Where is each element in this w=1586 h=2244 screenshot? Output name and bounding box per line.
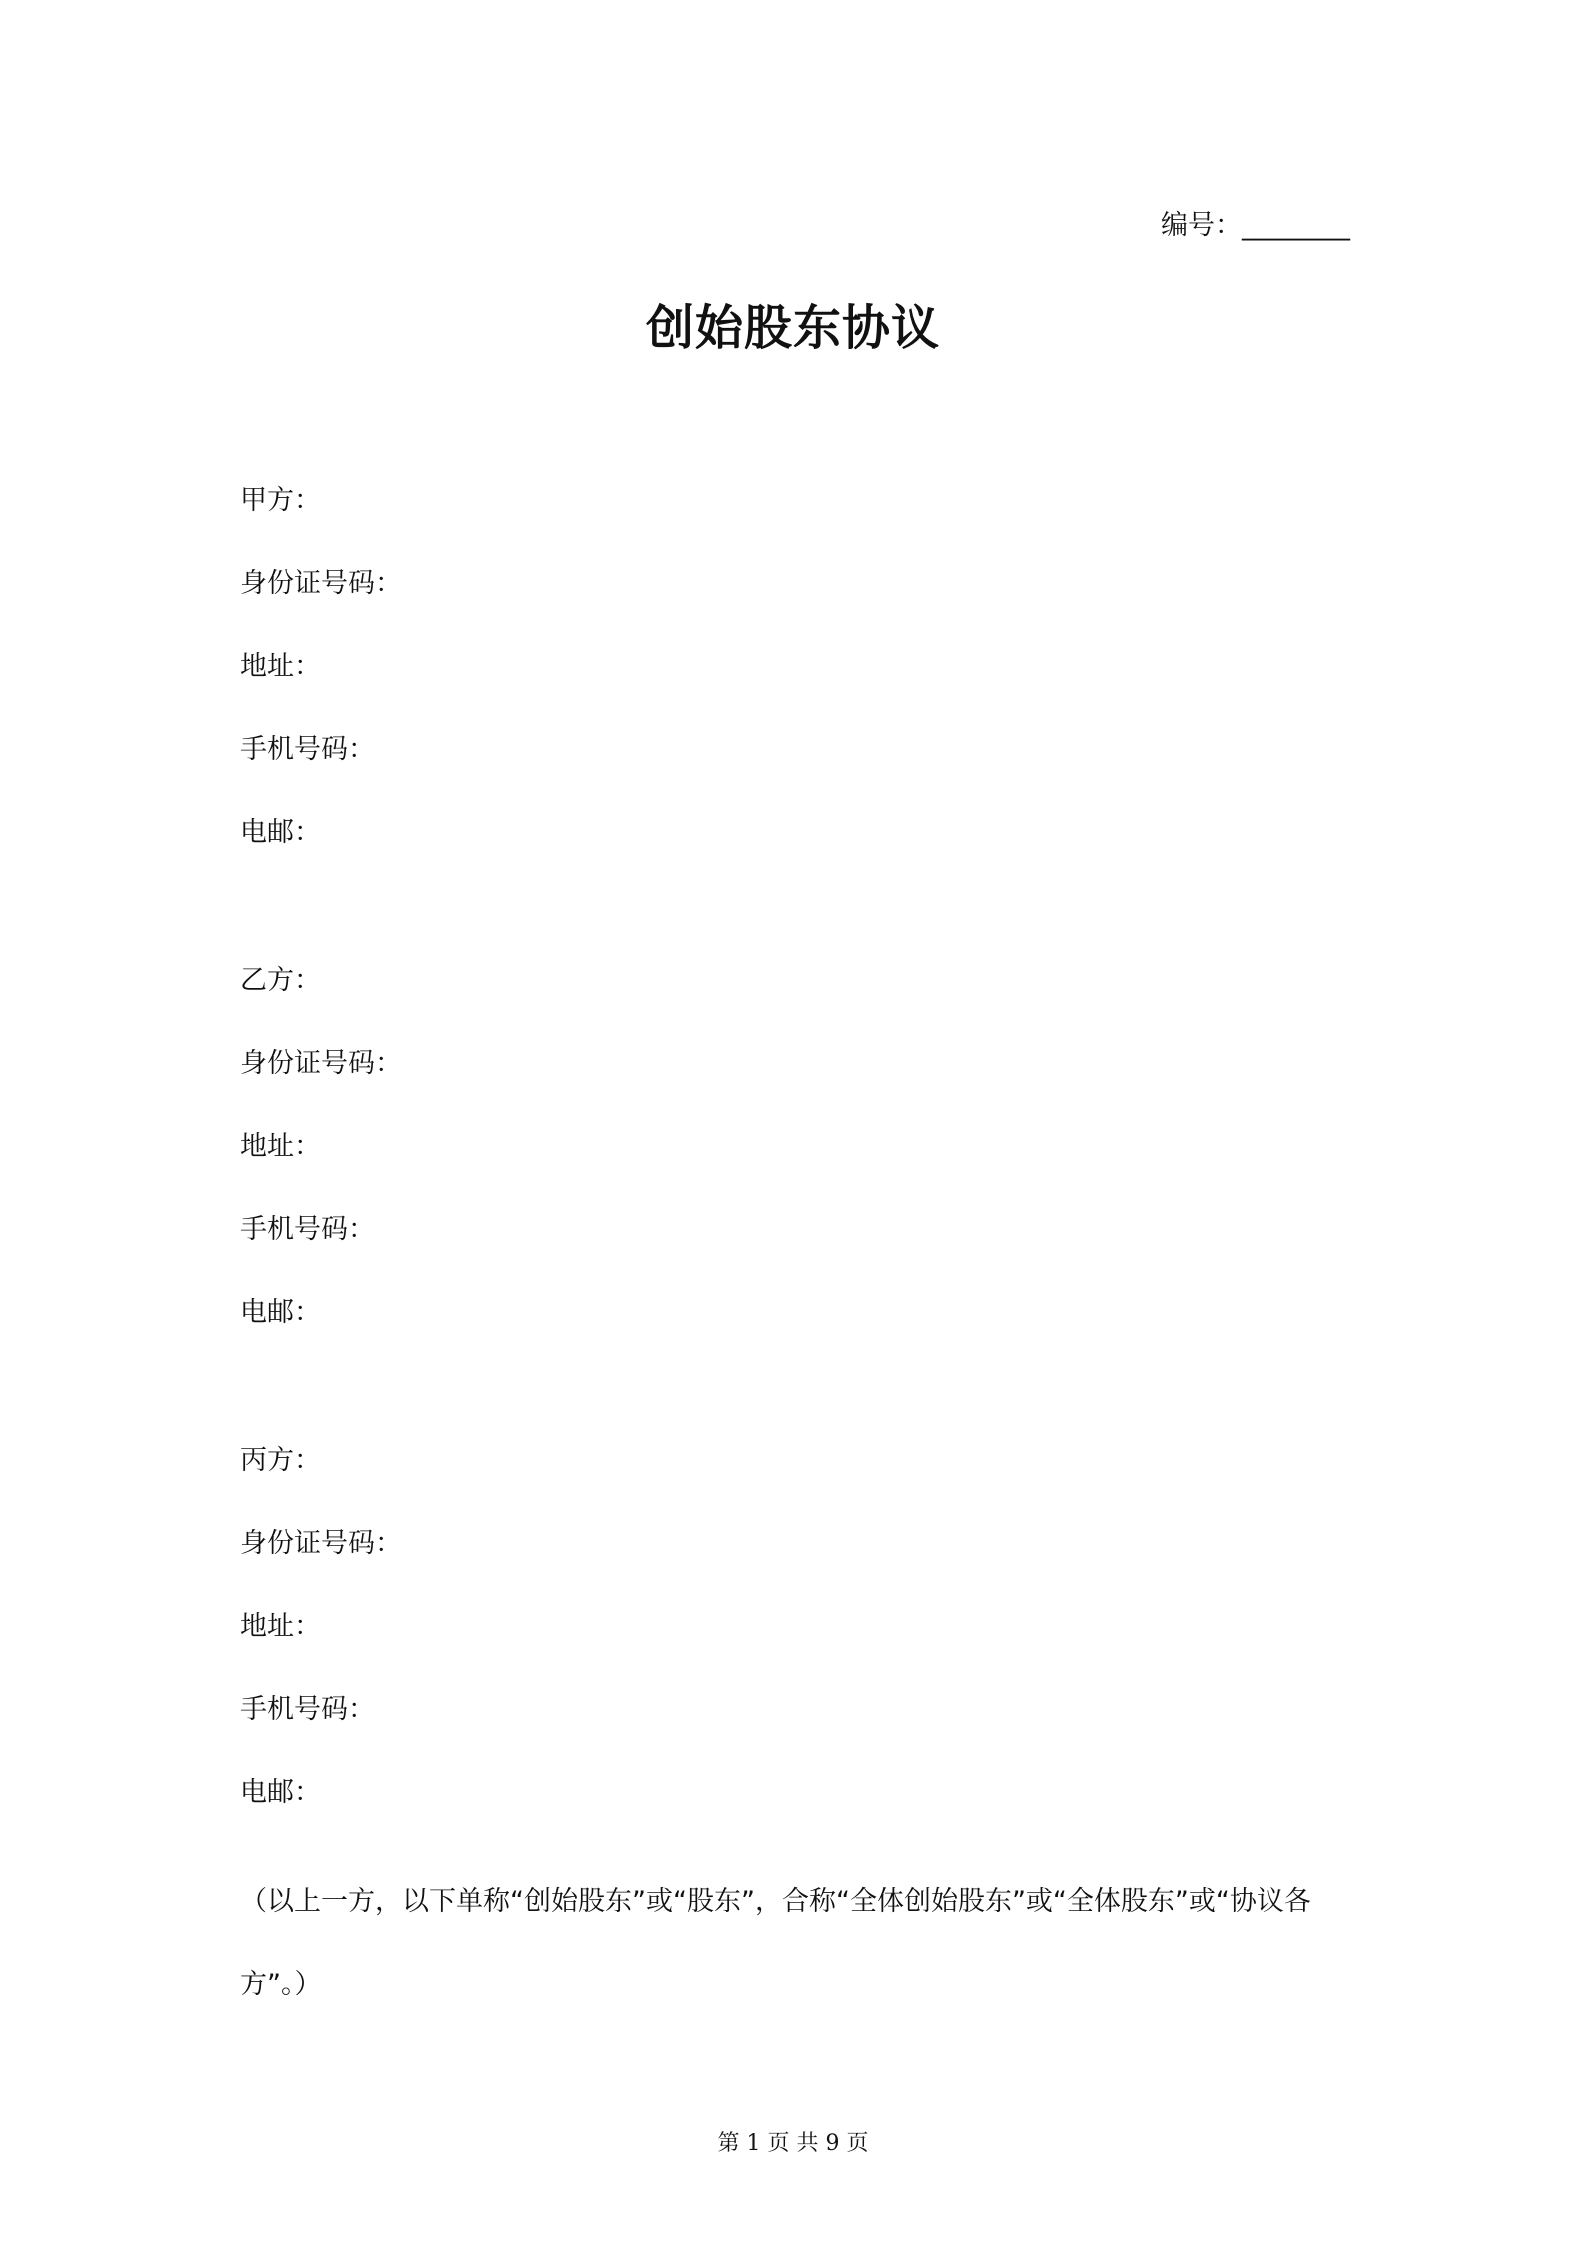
- party-c-name-label: 丙方：: [240, 1445, 321, 1476]
- party-c-block: [240, 1441, 1360, 1856]
- party-b-phone-label: 手机号码：: [240, 1214, 375, 1245]
- page-footer: 第 1 页 共 9 页: [717, 2131, 869, 2156]
- party-a-id-label: 身份证号码：: [240, 568, 402, 599]
- party-c-email-label: 电邮：: [240, 1777, 321, 1808]
- party-c-address-label: 地址：: [240, 1611, 321, 1642]
- party-b-block: [240, 961, 1360, 1376]
- party-a-name-label: 甲方：: [240, 485, 321, 516]
- document-title: 创始股东协议: [645, 300, 940, 356]
- party-c-id-label: 身份证号码：: [240, 1528, 402, 1559]
- party-a-address-label: 地址：: [240, 651, 321, 682]
- party-b-name-label: 乙方：: [240, 965, 321, 996]
- document-number-label: 编号：________: [1161, 210, 1350, 241]
- party-c-phone-label: 手机号码：: [240, 1694, 375, 1725]
- party-b-email-label: 电邮：: [240, 1297, 321, 1328]
- party-a-phone-label: 手机号码：: [240, 734, 375, 765]
- party-a-block: [240, 481, 1360, 896]
- party-b-id-label: 身份证号码：: [240, 1048, 402, 1079]
- party-a-email-label: 电邮：: [240, 817, 321, 848]
- party-b-address-label: 地址：: [240, 1131, 321, 1162]
- parties-definition-note: （以上一方，以下单称“创始股东”或“股东”，合称“全体创始股东”或“全体股东”或“协议各方”。）: [240, 1886, 1311, 2000]
